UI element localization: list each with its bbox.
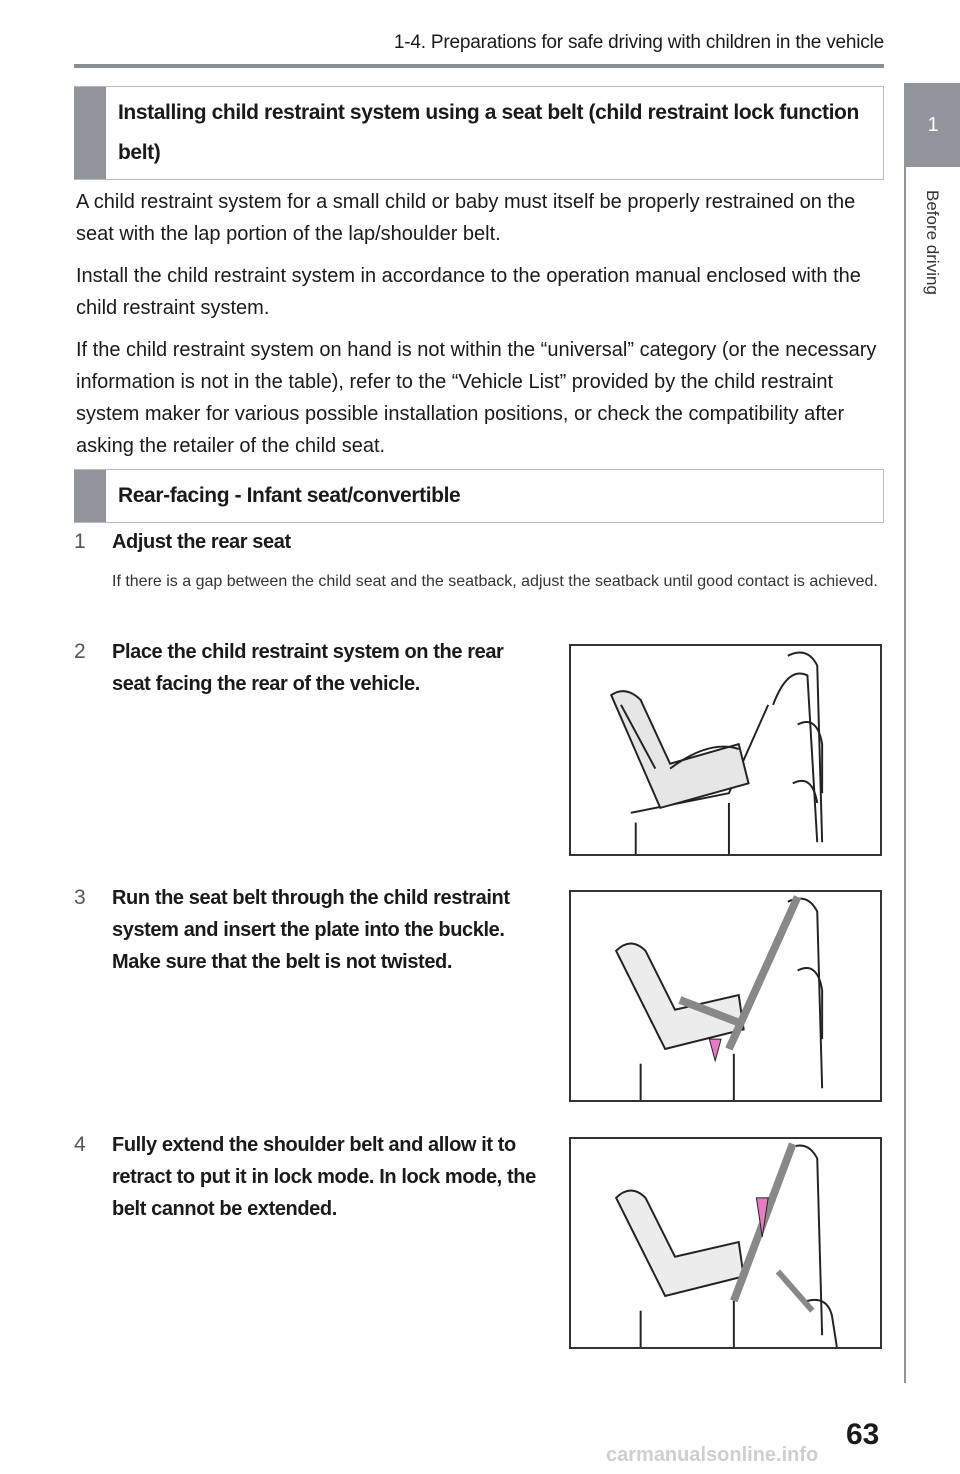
step-number: 4 (74, 1133, 86, 1156)
step-4-text: Fully extend the shoulder belt and allow it to retract to put it in lock mode. In lock mode, the belt cannot be extended. (112, 1134, 536, 1220)
lock-illustration-icon (571, 1139, 880, 1347)
page-number: 63 (846, 1418, 880, 1451)
section-heading-rear-facing (74, 469, 884, 523)
step-number: 3 (74, 886, 86, 909)
paragraph-install: Install the child restraint system in accordance to the operation manual enclosed with the child restraint system. (76, 265, 861, 319)
side-edge-line (904, 83, 906, 1383)
section-heading-seat-belt (74, 86, 884, 180)
chapter-tab-number: 1 (927, 113, 939, 136)
belt-illustration-icon (571, 892, 880, 1100)
chapter-header: 1-4. Preparations for safe driving with children in the vehicle (393, 32, 884, 53)
step-number: 1 (74, 530, 86, 553)
section-heading-title: Rear-facing - Infant seat/convertible (118, 484, 461, 507)
section-heading-title: Installing child restraint system using a seat belt (child restraint lock function belt) (118, 101, 859, 164)
step-1-note: If there is a gap between the child seat and the seatback, adjust the seatback until good contact is achieved. (112, 573, 878, 590)
figure-lock-mode (569, 1137, 882, 1349)
step-1-text: Adjust the rear seat (112, 531, 291, 553)
step-3-text: Run the seat belt through the child restraint system and insert the plate into the buckle. Make sure that the belt is not twisted. (112, 887, 510, 973)
step-2-text: Place the child restraint system on the rear seat facing the rear of the vehicle. (112, 641, 504, 695)
chapter-side-label: Before driving (923, 190, 942, 295)
figure-route-belt (569, 890, 882, 1102)
heading-accent-bar (74, 87, 106, 179)
seat-illustration-icon (571, 646, 880, 854)
figure-place-seat (569, 644, 882, 856)
paragraph-vehicle-list: If the child restraint system on hand is not within the “universal” category (or the necessary information is not in the table), refer to the “Vehicle List” provided by the child restraint system maker for various possible installation positions, or check the compatibility after asking the retailer of the child seat. (76, 339, 877, 457)
watermark: carmanualsonline.info (606, 1444, 819, 1466)
paragraph-restrain: A child restraint system for a small child or baby must itself be properly restrained on the seat with the lap portion of the lap/shoulder belt. (76, 191, 856, 245)
header-divider (74, 64, 884, 68)
heading-accent-bar (74, 470, 106, 522)
step-number: 2 (74, 640, 86, 663)
chapter-tab[interactable] (906, 83, 960, 167)
